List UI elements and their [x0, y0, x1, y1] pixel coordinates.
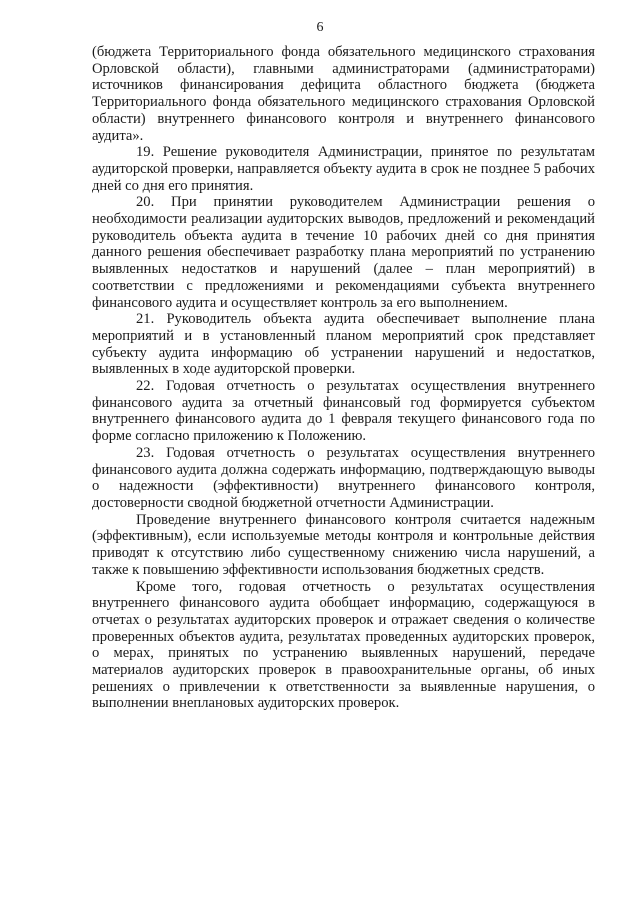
document-body	[92, 44, 595, 712]
paragraph-21: 21. Руководитель объекта аудита обеспечивает выполнение плана мероприятий и в установленный планом мероприятий срок представляет субъекту аудита информацию об устранении нарушений и недостатков, выявленных в ходе аудиторской проверки.	[92, 311, 595, 378]
paragraph-23: 23. Годовая отчетность о результатах осуществления внутреннего финансового аудита должна содержать информацию, подтверждающую выводы о надежности (эффективности) внутреннего финансового контроля, достоверности сводной бюджетной отчетности Администрации.	[92, 444, 595, 511]
page-number: 6	[316, 20, 324, 35]
paragraph-effectiveness: Проведение внутреннего финансового контроля считается надежным (эффективным), если используемые методы контроля и контрольные действия приводят к отсутствию либо существенному снижению числа нарушений, а также к повышению эффективности использования бюджетных средств.	[92, 511, 595, 578]
paragraph-19: 19. Решение руководителя Администрации, принятое по результатам аудиторской проверки, направляется объекту аудита в срок не позднее 5 рабочих дней со дня его принятия.	[92, 144, 595, 194]
paragraph-22: 22. Годовая отчетность о результатах осуществления внутреннего финансового аудита за отчетный финансовый год формируется субъектом внутреннего финансового аудита до 1 февраля текущего финансового года по форме согласно приложению к Положению.	[92, 378, 595, 445]
paragraph-20: 20. При принятии руководителем Администрации решения о необходимости реализации аудиторских выводов, предложений и рекомендаций руководитель объекта аудита в течение 10 рабочих дней со дня принятия данного решения обеспечивает разработку плана мероприятий по устранению выявленных недостатков и нарушений (далее – план мероприятий) в соответствии с предложениями и рекомендациями субъекта внутреннего финансового аудита и осуществляет контроль за его выполнением.	[92, 194, 595, 311]
paragraph-summary: Кроме того, годовая отчетность о результатах осуществления внутреннего финансового аудита обобщает информацию, содержащуюся в отчетах о результатах аудиторских проверок и отражает сведения о количестве проверенных объектов аудита, результатах проведенных аудиторских проверок, о мерах, принятых по устранению выявленных нарушений, передаче материалов аудиторских проверок в правоохранительные органы, об иных решениях о привлечении к ответственности за выявленные нарушения, о выполнении внеплановых аудиторских проверок.	[92, 578, 595, 712]
paragraph-continuation: (бюджета Территориального фонда обязательного медицинского страхования Орловской области), главными администраторами (администраторами) источников финансирования дефицита областного бюджета (бюджета Территориального фонда обязательного медицинского страхования Орловской области) внутреннего финансового контроля и внутреннего финансового аудита».	[92, 44, 595, 144]
